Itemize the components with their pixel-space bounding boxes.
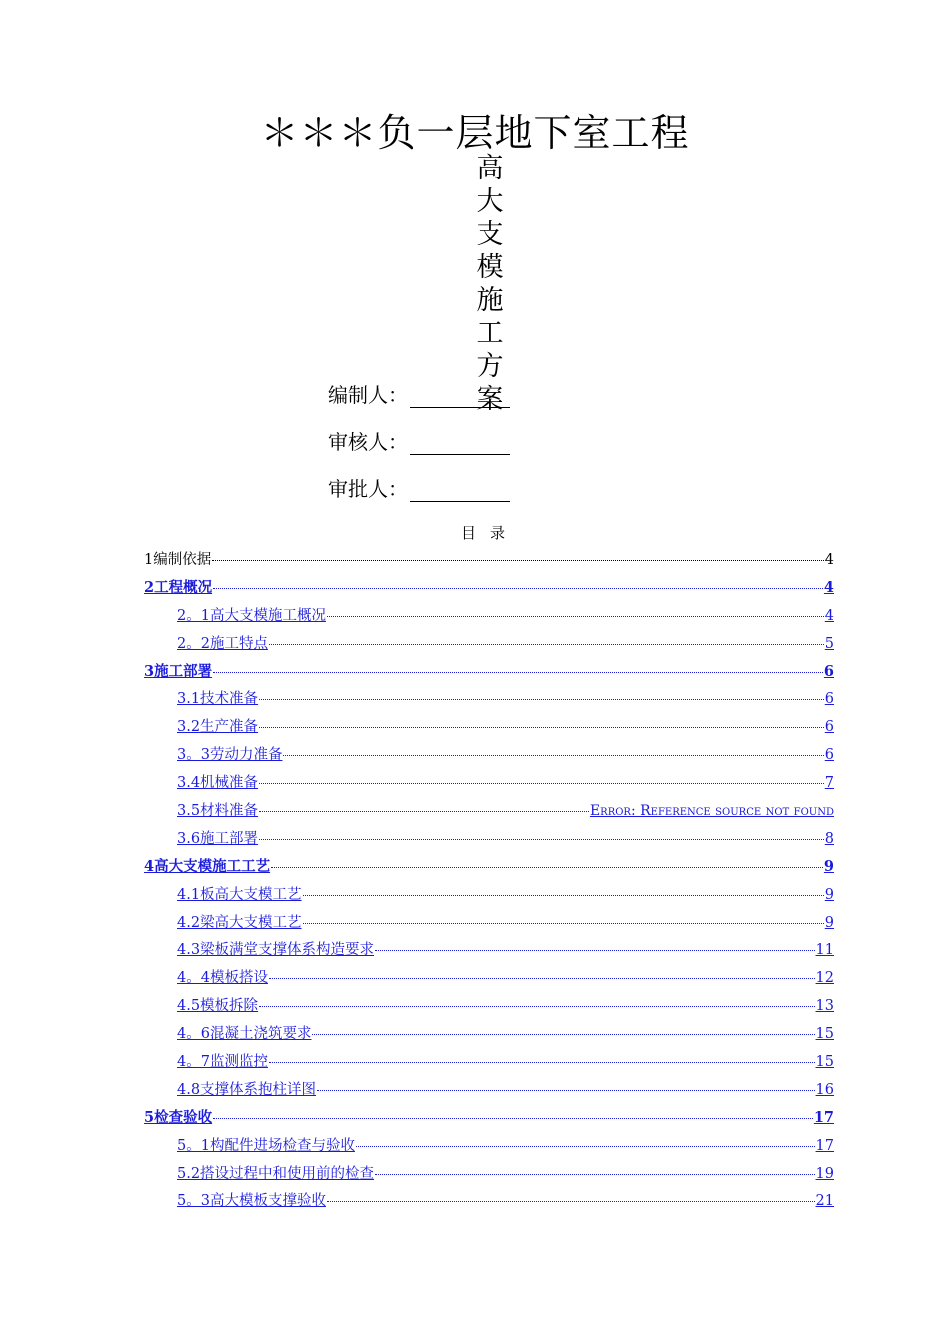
toc-entry-page: 4 [824, 607, 834, 624]
toc-entry[interactable] [144, 799, 834, 827]
toc-entry-page: 12 [815, 970, 834, 987]
toc-entry-title: 4.1板高大支模工艺 [177, 886, 302, 903]
toc-entry-title: 3.5材料准备 [177, 803, 259, 820]
reviewer-label: 审核人： [328, 430, 408, 454]
toc-leader-dots [283, 755, 823, 756]
toc-entry-title: 5检查验收 [144, 1108, 213, 1126]
subtitle-char: 高 [476, 153, 504, 184]
toc-entry-title: 3.4机械准备 [177, 775, 259, 792]
toc-entry-title: 3。3劳动力准备 [177, 747, 283, 764]
reviewer-signature [328, 429, 510, 455]
toc-leader-dots [271, 867, 823, 868]
toc-leader-dots [213, 588, 823, 589]
toc-leader-dots [259, 839, 824, 840]
subtitle-char: 模 [476, 252, 504, 283]
toc-entry[interactable] [144, 1189, 834, 1217]
toc-entry-title: 4高大支模施工工艺 [144, 857, 271, 875]
toc-entry[interactable] [144, 911, 834, 939]
toc-entry[interactable] [144, 660, 834, 688]
toc-leader-dots [312, 1034, 814, 1035]
toc-leader-dots [356, 1146, 815, 1147]
toc-entry-title: 3.1技术准备 [177, 691, 259, 708]
toc-leader-dots [259, 727, 824, 728]
toc-entry-title: 2工程概况 [144, 578, 213, 596]
toc-leader-dots [317, 1090, 814, 1091]
document-title: ＊＊＊负一层地下室工程 [260, 111, 690, 155]
toc-entry[interactable] [144, 938, 834, 966]
toc-entry-page: 6 [823, 662, 834, 680]
toc-entry[interactable] [144, 1162, 834, 1190]
toc-entry[interactable] [144, 855, 834, 883]
toc-entry-page: Error: Reference source not found [589, 803, 834, 820]
toc-entry-page: 6 [824, 691, 834, 708]
toc-entry-page: 5 [824, 635, 834, 652]
toc-leader-dots [303, 895, 824, 896]
subtitle-char: 工 [476, 318, 504, 349]
toc-entry-title: 3施工部署 [144, 662, 213, 680]
toc-entry-page: 16 [815, 1081, 834, 1098]
toc-entry-page: 4 [823, 578, 834, 596]
toc-leader-dots [269, 978, 815, 979]
toc-entry-page: 9 [824, 914, 834, 931]
toc-entry-page: 9 [824, 886, 834, 903]
toc-leader-dots [213, 672, 823, 673]
toc-leader-dots [259, 783, 824, 784]
toc-leader-dots [259, 811, 589, 812]
toc-entry-title: 4。6混凝土浇筑要求 [177, 1026, 312, 1043]
toc-entry-page: 4 [824, 552, 834, 568]
toc-entry[interactable] [144, 1134, 834, 1162]
toc-entry[interactable] [144, 771, 834, 799]
toc-leader-dots [259, 1006, 814, 1007]
toc-entry-title: 3.6施工部署 [177, 830, 259, 847]
toc-leader-dots [327, 616, 824, 617]
approver-blank-line[interactable] [410, 479, 510, 502]
toc-leader-dots [303, 923, 824, 924]
toc-leader-dots [375, 950, 814, 951]
toc-leader-dots [375, 1174, 814, 1175]
toc-entry[interactable] [144, 1078, 834, 1106]
table-of-contents [144, 548, 834, 1217]
toc-entry[interactable] [144, 715, 834, 743]
compiler-label: 编制人： [328, 383, 408, 407]
subtitle-char: 支 [476, 219, 504, 250]
compiler-blank-line[interactable] [410, 385, 510, 408]
toc-entry[interactable] [144, 883, 834, 911]
toc-entry-title: 4.8支撑体系抱柱详图 [177, 1081, 317, 1098]
toc-leader-dots [212, 560, 824, 561]
toc-entry[interactable] [144, 1050, 834, 1078]
toc-entry-title: 1编制依据 [144, 552, 212, 568]
toc-entry-title: 4。4模板搭设 [177, 970, 268, 987]
approver-label: 审批人： [328, 477, 408, 501]
toc-entry[interactable] [144, 743, 834, 771]
toc-entry-title: 3.2生产准备 [177, 719, 259, 736]
toc-entry-title: 2。2施工特点 [177, 635, 268, 652]
toc-entry[interactable] [144, 994, 834, 1022]
toc-entry-page: 19 [815, 1165, 834, 1182]
toc-entry-title: 5.2搭设过程中和使用前的检查 [177, 1165, 375, 1182]
toc-entry[interactable] [144, 576, 834, 604]
toc-entry-title: 4.3梁板满堂支撑体系构造要求 [177, 942, 375, 959]
toc-entry-page: 21 [815, 1193, 834, 1210]
document-subtitle-vertical [470, 152, 510, 416]
toc-entry[interactable] [144, 1022, 834, 1050]
subtitle-char: 案 [476, 384, 504, 415]
toc-entry-page: 17 [813, 1108, 834, 1126]
approver-signature [328, 476, 510, 502]
toc-entry-title: 4.5模板拆除 [177, 998, 259, 1015]
toc-entry-page: 6 [824, 719, 834, 736]
toc-entry-page: 15 [815, 1026, 834, 1043]
toc-entry[interactable] [144, 966, 834, 994]
reviewer-blank-line[interactable] [410, 432, 510, 455]
toc-entry-page: 15 [815, 1054, 834, 1071]
toc-entry[interactable] [144, 632, 834, 660]
toc-entry[interactable] [144, 687, 834, 715]
toc-entry-title: 5。3高大模板支撑验收 [177, 1193, 326, 1210]
subtitle-char: 大 [476, 186, 504, 217]
toc-entry-title: 5。1构配件进场检查与验收 [177, 1137, 355, 1154]
toc-entry-page: 8 [824, 830, 834, 847]
toc-entry-page: 9 [823, 857, 834, 875]
subtitle-char: 方 [476, 351, 504, 382]
toc-leader-dots [259, 699, 824, 700]
compiler-signature [328, 382, 510, 408]
toc-entry[interactable] [144, 1106, 834, 1134]
toc-leader-dots [213, 1118, 813, 1119]
toc-leader-dots [269, 1062, 815, 1063]
toc-leader-dots [269, 644, 824, 645]
toc-entry [144, 548, 834, 576]
toc-leader-dots [327, 1201, 815, 1202]
toc-entry-page: 17 [815, 1137, 834, 1154]
toc-entry-page: 6 [824, 747, 834, 764]
toc-entry-title: 4。7监测监控 [177, 1054, 268, 1071]
subtitle-char: 施 [476, 285, 504, 316]
toc-entry[interactable] [144, 604, 834, 632]
toc-heading: 目录 [460, 524, 519, 542]
toc-entry[interactable] [144, 827, 834, 855]
toc-entry-page: 13 [815, 998, 834, 1015]
toc-entry-page: 7 [824, 775, 834, 792]
toc-entry-title: 4.2梁高大支模工艺 [177, 914, 302, 931]
toc-entry-title: 2。1高大支模施工概况 [177, 607, 326, 624]
toc-entry-page: 11 [815, 942, 834, 959]
